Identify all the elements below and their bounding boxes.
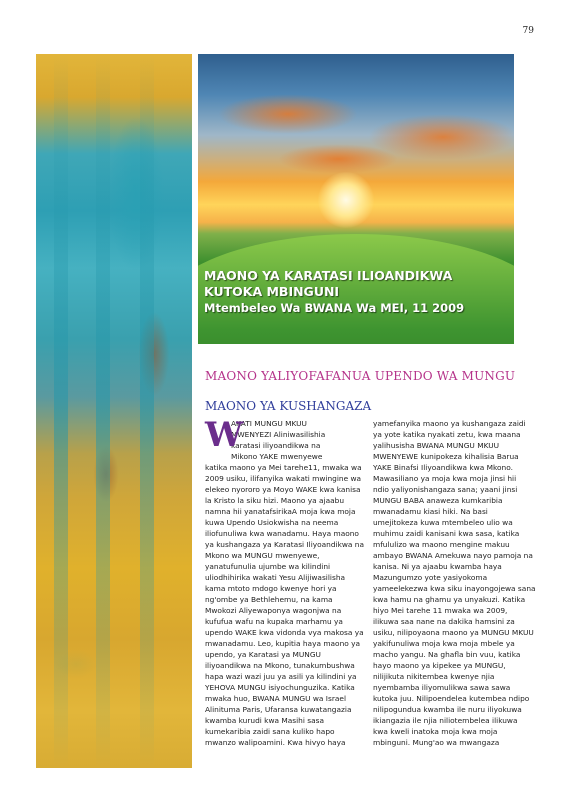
body-line: kanisa. Ni ya ajaabu kwamba haya (373, 562, 502, 571)
body-line: macho yangu. Na ghafla bin vuu, katika (373, 650, 521, 659)
sunset-hero-image (198, 54, 514, 344)
body-line: kwamba kurudi kwa Masihi sasa (205, 716, 325, 725)
body-line: yamefanyika maono ya kushangaza zaidi (373, 419, 526, 428)
body-line: kutoka juu. Nilipoendelea kutembea ndipo (373, 694, 530, 703)
body-line: Mazungumzo yote yasiyokoma (373, 573, 488, 582)
body-line: yalihusisha BWANA MUNGU MKUU (373, 441, 500, 450)
body-line: ambayo BWANA Amekuwa nayo pamoja na (373, 551, 533, 560)
body-line: kufufua wafu na kupaka marhamu ya (205, 617, 343, 626)
body-line: iliofunuliwa kwa wanadamu. Haya maono (205, 529, 359, 538)
body-line: karatasi iliyoandikwa na (231, 441, 321, 450)
section-heading-love: MAONO YALIYOFAFANUA UPENDO WA MUNGU (205, 369, 516, 383)
body-line: hayo maono ya kipekee ya MUNGU, (373, 661, 506, 670)
body-line: kwa hamu na ghamu ya unyakuzi. Katika (373, 595, 526, 604)
body-line: kwa kweli inatoka moja kwa moja (373, 727, 498, 736)
body-line: mwaka huo, BWANA MUNGU wa Israel (205, 694, 347, 703)
body-line: MWENYEWE kunipokeza kihalisia Barua (373, 452, 519, 461)
body-line: mfululizo wa maono mengine makuu (373, 540, 510, 549)
body-line: ndio yaliyonishangaza sana; yaani jinsi (373, 485, 518, 494)
body-line: MUNGU BABA anaweza kumkaribia (373, 496, 503, 505)
body-line: katika maono ya Mei tarehe11, mwaka wa (205, 463, 362, 472)
body-line: kama mtoto mdogo kwenye hori ya (205, 584, 337, 593)
drop-cap: W (205, 415, 244, 455)
body-line: hiyo Mei tarehe 11 mwaka wa 2009, (373, 606, 508, 615)
sun-glow (318, 172, 374, 228)
body-line: mbinguni. Mung'ao wa mwangaza (373, 738, 500, 747)
body-line: Mkono wa MUNGU mwenyewe, (205, 551, 320, 560)
body-line: MWENYEZI Aliniwasilishia (231, 430, 326, 439)
body-line: Mwokozi Aliyewaponya wagonjwa na (205, 606, 342, 615)
body-line: ng'ombe ya Bethlehemu, na kama (205, 595, 333, 604)
body-line: upendo, ya Karatasi ya MUNGU (205, 650, 321, 659)
body-line: yakifunuliwa moja kwa moja mbele ya (373, 639, 515, 648)
body-line: hapa wazi wazi juu ya asili ya kilindini ya (205, 672, 357, 681)
body-line: mwanadamu kiasi hiki. Na basi (373, 507, 488, 516)
body-line: ya kushangaza ya Karatasi Iliyoandikwa na (205, 540, 365, 549)
body-line: yameelekezwa kwa siku inayongojewa sana (373, 584, 536, 593)
body-line: muhimu zaidi kanisani kwa sasa, katika (373, 529, 520, 538)
body-line: umejitokeza kuwa mtembeleo ulio wa (373, 518, 513, 527)
hero-title-line2: KUTOKA MBINGUNI (204, 284, 340, 299)
decorative-painted-texture (36, 54, 192, 768)
body-line: iliyoandikwa na Mkono, tunakumbushwa (205, 661, 355, 670)
body-line: namna hii yanatafsirikaA moja kwa moja (205, 507, 356, 516)
body-line: kumekaribia zaidi sana kuliko hapo (205, 727, 335, 736)
body-line: ilikuwa saa nane na dakika hamsini za (373, 617, 515, 626)
body-line: AKATI MUNGU MKUU (231, 419, 307, 428)
body-line: uliodhihirika wakati Yesu Alijiwasilisha (205, 573, 346, 582)
body-line: elekeo nyororo ya Moyo WAKE kwa kanisa (205, 485, 361, 494)
body-line: ya yote katika nyakati zetu, kwa maana (373, 430, 521, 439)
body-line: kuwa Upendo Usiokwisha na neema (205, 518, 339, 527)
body-line: nilipogundua kwamba ile nuru iliyokuwa (373, 705, 522, 714)
body-line: usiku, nilipoyaona maono ya MUNGU MKUU (373, 628, 534, 637)
body-line: ikiangazia ile njia niliotembelea ilikuwa (373, 716, 518, 725)
body-line: Alinituma Paris, Ufaransa kuwatangazia (205, 705, 352, 714)
text-column-right (373, 418, 536, 748)
page-number: 79 (522, 26, 534, 36)
section-heading-amazing: MAONO YA KUSHANGAZA (205, 399, 372, 413)
body-line: nyembamba iliyomulikwa sawa sawa (373, 683, 511, 692)
body-line: Mikono YAKE mwenyewe (231, 452, 323, 461)
hero-subtitle: Mtembeleo Wa BWANA Wa MEI, 11 2009 (204, 301, 465, 315)
body-line: la Kristo la siku hizi. Maono ya ajaabu (205, 496, 345, 505)
body-line: upendo WAKE kwa vidonda vya makosa ya (205, 628, 364, 637)
hero-title-line1: MAONO YA KARATASI ILIOANDIKWA (204, 268, 453, 283)
body-line: mwanadamu. Leo, kupitia haya maono ya (205, 639, 361, 648)
body-line: Mawasiliano ya moja kwa moja jinsi hii (373, 474, 517, 483)
body-line: 2009 usiku, ilifanyika wakati mwingine wa (205, 474, 362, 483)
body-line: yanatufunulia ujumbe wa kilindini (205, 562, 331, 571)
body-line: nilijikuta nikitembea kwenye njia (373, 672, 495, 681)
hero-title (204, 268, 510, 316)
body-line: YAKE Binafsi Iliyoandikwa kwa Mkono. (373, 463, 513, 472)
text-column-left (205, 415, 365, 748)
body-line: YEHOVA MUNGU isiyochunguzika. Katika (205, 683, 355, 692)
body-line: mwanzo walipoamini. Kwa hivyo haya (205, 738, 346, 747)
